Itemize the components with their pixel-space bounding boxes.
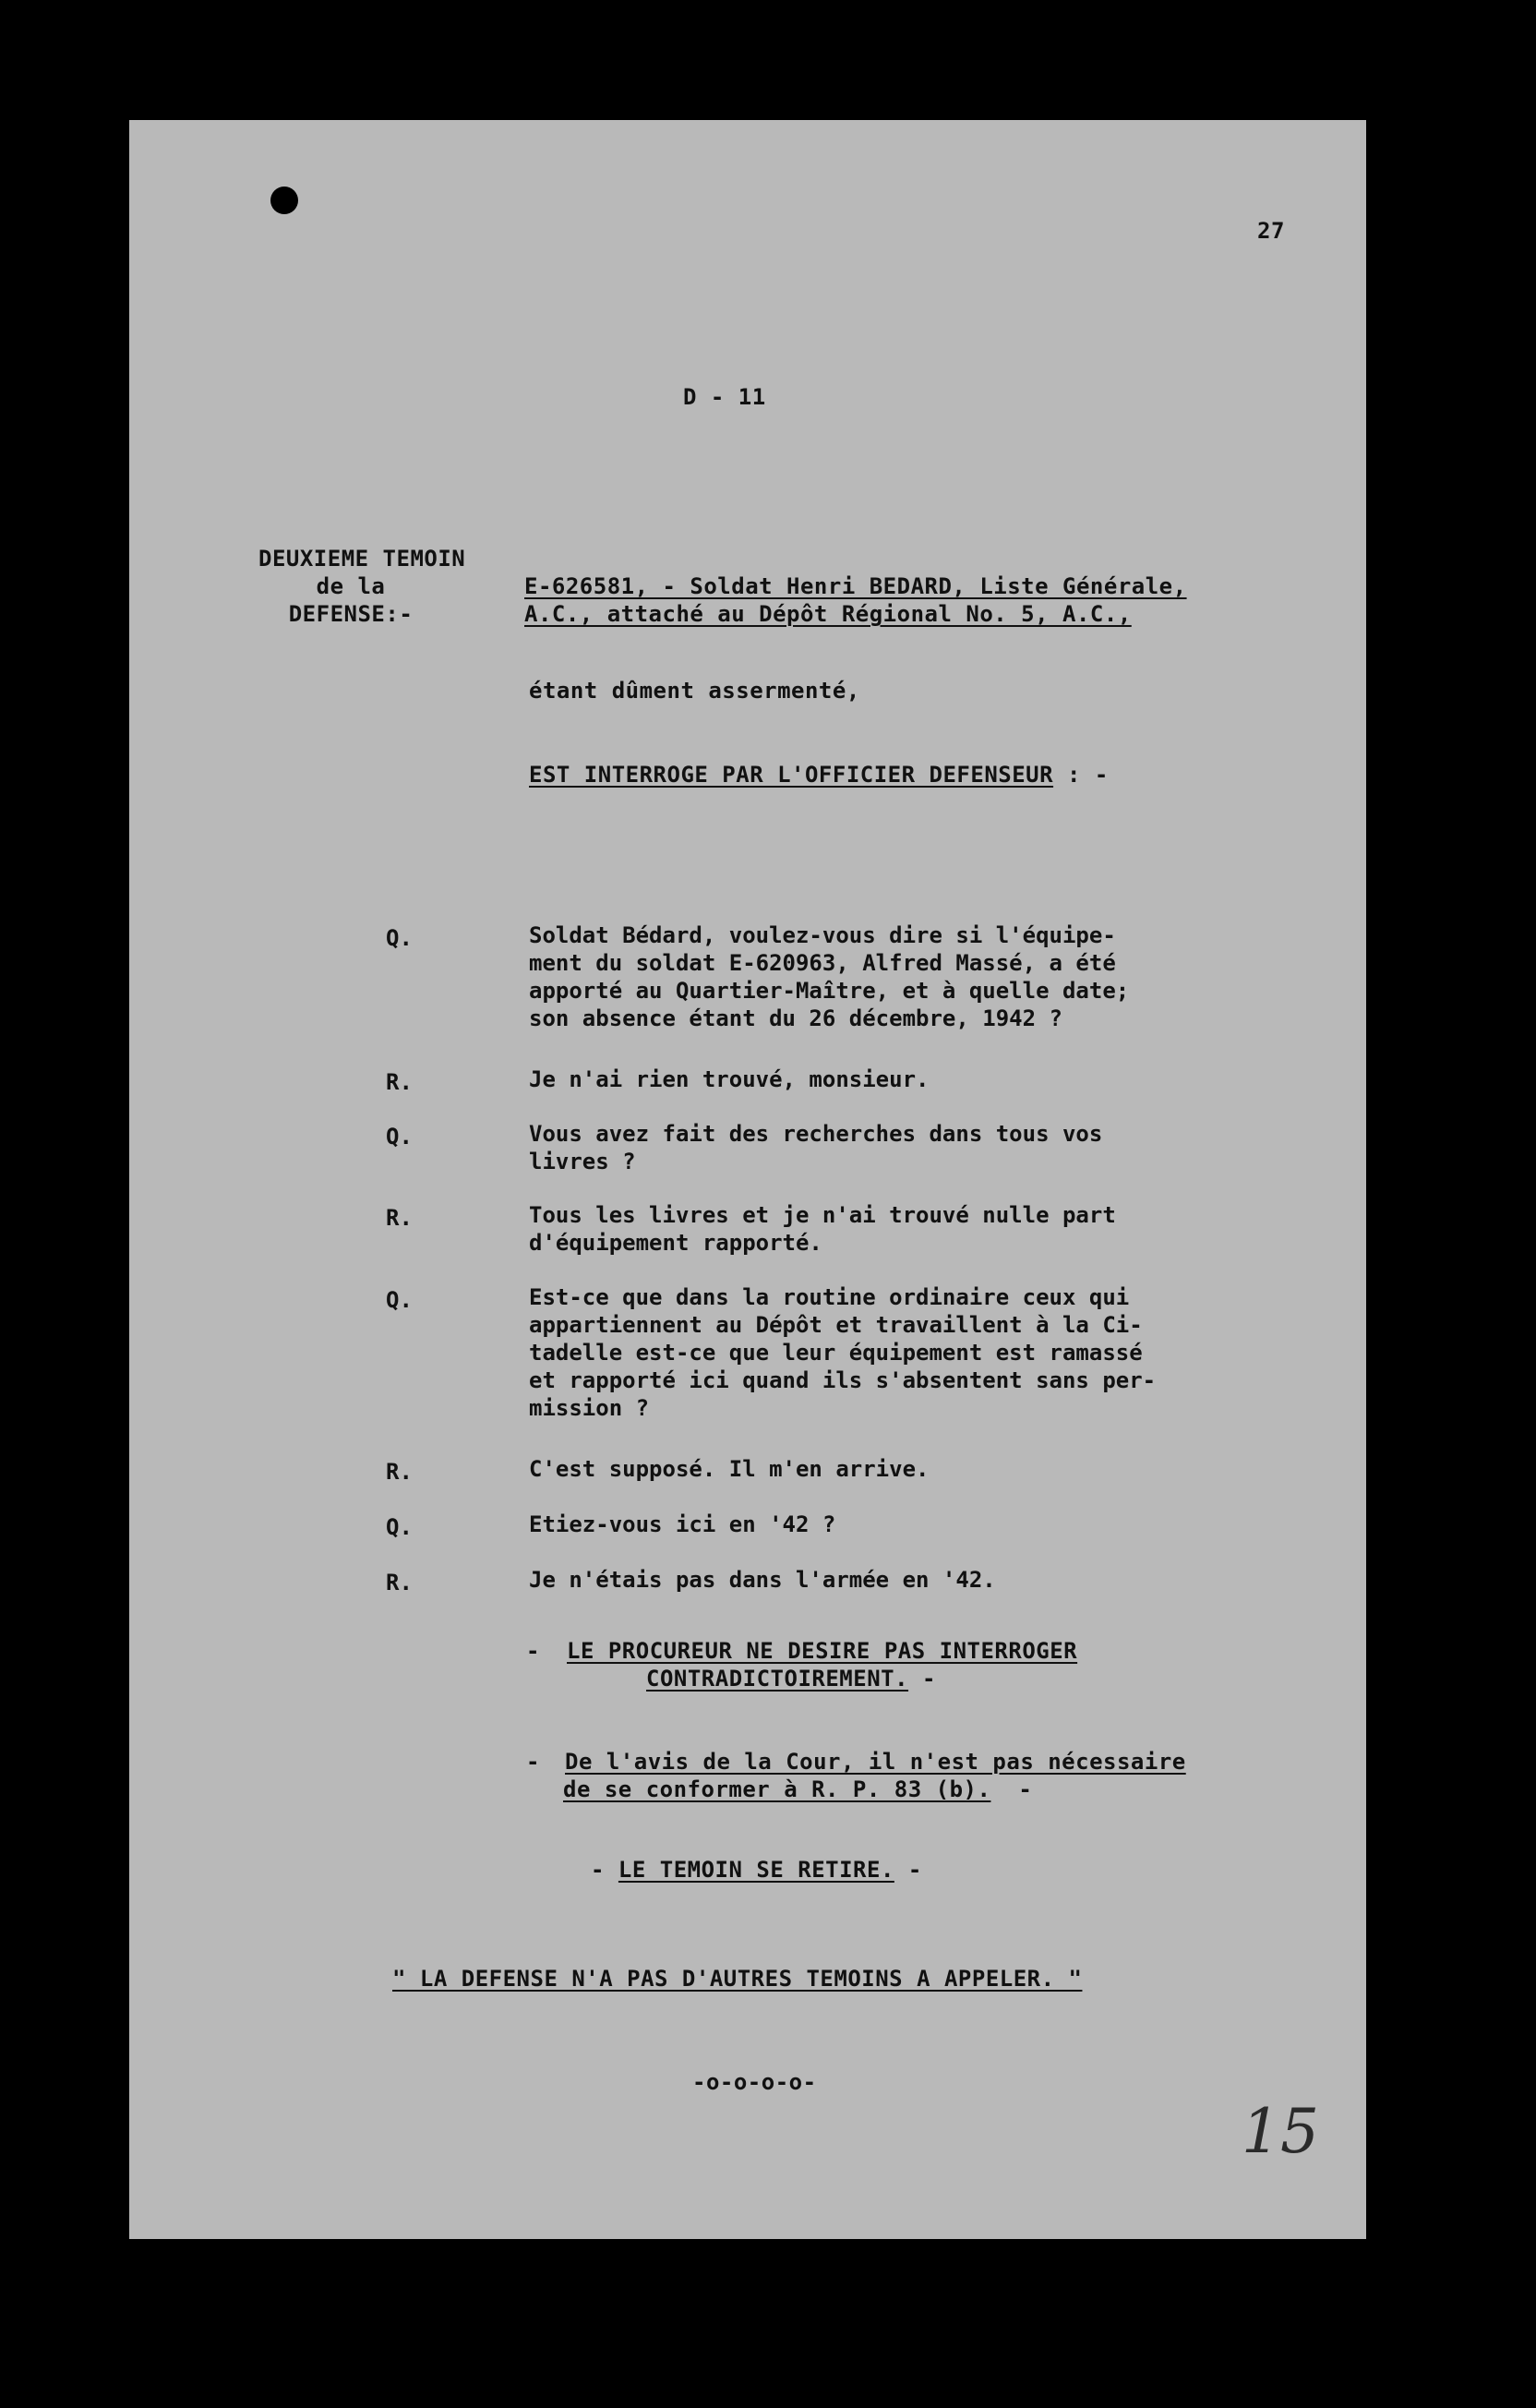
qa-text <box>529 1283 1175 1422</box>
witness-label-line: DEUXIEME TEMOIN <box>258 546 466 572</box>
witness-info-line: A.C., attaché au Dépôt Régional No. 5, A.C., <box>524 601 1132 627</box>
closing-statement: " LA DEFENSE N'A PAS D'AUTRES TEMOINS A APPELER. " <box>392 1966 1083 1992</box>
witness-label <box>258 545 466 628</box>
witness-info-line: E-626581, - Soldat Henri BEDARD, Liste Générale, <box>524 573 1187 599</box>
qa-line: Etiez-vous ici en '42 ? <box>529 1511 836 1537</box>
note-line: De l'avis de la Cour, il n'est pas nécessaire <box>565 1749 1186 1775</box>
note-line: LE PROCUREUR NE DESIRE PAS INTERROGER <box>567 1638 1078 1664</box>
witness-info <box>524 572 1187 628</box>
qa-line: d'équipement rapporté. <box>529 1230 822 1256</box>
qa-line: Tous les livres et je n'ai trouvé nulle part <box>529 1202 1116 1228</box>
qa-line: et rapporté ici quand ils s'absentent sans per- <box>529 1367 1157 1393</box>
qa-line: C'est supposé. Il m'en arrive. <box>529 1456 930 1482</box>
page-number: 27 <box>1257 218 1285 244</box>
examination-heading-text: EST INTERROGE PAR L'OFFICIER DEFENSEUR <box>529 762 1054 788</box>
qa-line: Je n'étais pas dans l'armée en '42. <box>529 1567 996 1593</box>
qa-label: R. <box>386 1069 413 1095</box>
note-line: LE TEMOIN SE RETIRE. <box>618 1857 894 1883</box>
qa-label: R. <box>386 1205 413 1231</box>
qa-label: Q. <box>386 1514 413 1540</box>
sworn-statement: étant dûment assermenté, <box>529 678 860 704</box>
qa-text <box>529 921 1175 1032</box>
note-line-wrap: de se conformer à R. P. 83 (b). - <box>563 1776 1033 1802</box>
end-mark: -o-o-o-o- <box>692 2069 817 2095</box>
qa-line: Vous avez fait des recherches dans tous vos <box>529 1121 1103 1147</box>
qa-text <box>529 1566 1175 1594</box>
qa-line: mission ? <box>529 1395 650 1421</box>
qa-text <box>529 1201 1175 1257</box>
note-dash: - <box>526 1638 540 1664</box>
examination-heading <box>529 761 1109 789</box>
qa-line: apporté au Quartier-Maître, et à quelle date; <box>529 978 1130 1004</box>
qa-label: Q. <box>386 925 413 951</box>
note-line-wrap: - LE TEMOIN SE RETIRE. - <box>591 1857 922 1883</box>
qa-line: Est-ce que dans la routine ordinaire ceux qui <box>529 1284 1130 1310</box>
qa-line: tadelle est-ce que leur équipement est ramassé <box>529 1340 1143 1366</box>
qa-line: appartiennent au Dépôt et travaillent à la Ci- <box>529 1312 1143 1338</box>
note-dash: - <box>526 1749 540 1775</box>
note-line: CONTRADICTOIREMENT. <box>646 1666 909 1692</box>
qa-label: R. <box>386 1459 413 1485</box>
qa-line: Soldat Bédard, voulez-vous dire si l'équipe- <box>529 922 1116 948</box>
document-page <box>129 120 1366 2239</box>
punch-hole <box>270 187 298 214</box>
qa-line: livres ? <box>529 1149 636 1174</box>
qa-text <box>529 1066 1175 1093</box>
handwritten-folio-number: 15 <box>1242 2096 1319 2167</box>
qa-line: son absence étant du 26 décembre, 1942 ? <box>529 1005 1062 1031</box>
qa-line: Je n'ai rien trouvé, monsieur. <box>529 1066 930 1092</box>
qa-label: Q. <box>386 1124 413 1150</box>
qa-text <box>529 1120 1175 1175</box>
qa-label: R. <box>386 1570 413 1595</box>
page-heading: D - 11 <box>683 384 766 410</box>
note-line: de se conformer à R. P. 83 (b). <box>563 1776 991 1802</box>
qa-text <box>529 1511 1175 1538</box>
examination-heading-suffix: : - <box>1067 762 1109 788</box>
note-line-wrap: CONTRADICTOIREMENT. - <box>646 1666 936 1692</box>
qa-line: ment du soldat E-620963, Alfred Massé, a été <box>529 950 1116 976</box>
witness-label-line: DEFENSE:- <box>288 601 414 627</box>
qa-label: Q. <box>386 1287 413 1313</box>
witness-label-line: de la <box>316 573 386 599</box>
qa-text <box>529 1455 1175 1483</box>
